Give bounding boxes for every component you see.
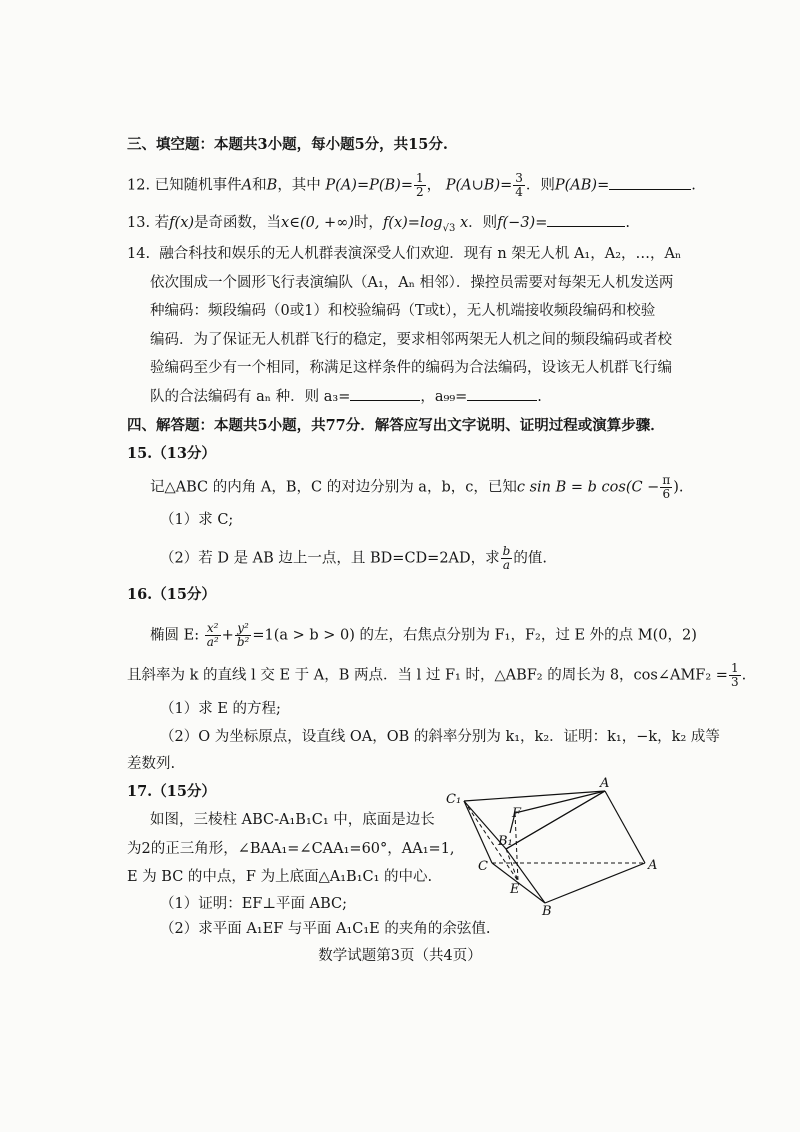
question-16-part-1: （1）求 E 的方程; bbox=[160, 701, 281, 717]
question-14-line-3: 种编码：频段编码（0或1）和校验编码（T或t），无人机端接收频段编码和校验 bbox=[150, 303, 656, 319]
prism-figure bbox=[440, 775, 670, 915]
question-15-stem: 记△ABC 的内角 A，B，C 的对边分别为 a，b，c，已知c sin B = b cos(C − $\frac{\pi}{6}$ ). bbox=[150, 473, 684, 501]
fraction-y2-b2: $\frac{\text{y²}}{\text{b²}}$ bbox=[236, 621, 250, 649]
question-15-part-2: （2）若 D 是 AB 边上一点，且 BD=CD=2AD，求 $\frac{b}{a}$ 的值. bbox=[160, 544, 547, 572]
section-3-title: 三、填空题：本题共3小题，每小题5分，共15分. bbox=[127, 136, 448, 153]
question-15-part-1: （1）求 C; bbox=[160, 512, 234, 528]
label-E: E bbox=[510, 882, 520, 897]
section-4-title: 四、解答题：本题共5小题，共77分．解答应写出文字说明、证明过程或演算步骤． bbox=[127, 417, 665, 434]
question-16-part-2-cont: 差数列. bbox=[127, 756, 176, 772]
page-footer: 数学试题第3页（共4页） bbox=[318, 948, 482, 964]
question-16-head: 16.（15分） bbox=[127, 586, 216, 603]
label-F: F bbox=[512, 806, 522, 821]
fraction-x2-a2: $\frac{\text{x²}}{\text{a²}}$ bbox=[206, 621, 219, 649]
label-C: C bbox=[478, 859, 488, 874]
question-17-part-2: （2）求平面 A₁EF 与平面 A₁C₁E 的夹角的余弦值. bbox=[160, 921, 491, 937]
question-14-line-4: 编码．为了保证无人机群飞行的稳定，要求相邻两架无人机之间的频段编码或者校 bbox=[150, 332, 672, 348]
question-16-line-1: 椭圆 E: $\frac{\text{x²}}{\text{a²}}$ + $\frac{\text{y²}}{\text{b²}}$ =1(a > b > 0) 的左，右焦点分别为 F₁，F₂，过 E 外的点 M(0，2) bbox=[150, 621, 697, 649]
question-15-head: 15.（13分） bbox=[127, 445, 216, 462]
question-16-line-2: 且斜率为 k 的直线 l 交 E 于 A，B 两点．当 l 过 F₁ 时，△ABF₂ 的周长为 8，cos∠AMF₂ = $\frac{1}{3}$ . bbox=[127, 661, 747, 689]
label-A: A bbox=[648, 858, 658, 873]
question-17-line-1: 如图，三棱柱 ABC-A₁B₁C₁ 中，底面是边长 bbox=[150, 812, 435, 828]
label-C1: C₁ bbox=[446, 792, 462, 807]
label-A1: A bbox=[600, 776, 610, 791]
question-17-head: 17.（15分） bbox=[127, 783, 216, 800]
question-16-part-2: （2）O 为坐标原点，设直线 OA，OB 的斜率分别为 k₁，k₂．证明：k₁，−k，k₂ 成等 bbox=[160, 729, 720, 745]
answer-blank-a99[interactable] bbox=[467, 386, 537, 401]
question-17-part-1: （1）证明：EF⊥平面 ABC; bbox=[160, 896, 347, 912]
answer-blank-13[interactable] bbox=[547, 212, 625, 227]
fraction-pi-6: $\frac{\pi}{6}$ bbox=[662, 473, 671, 501]
question-13: 13. 若f(x)是奇函数，当x∈(0, +∞)时，$f(x)=\log_{√3}$ x．则f(−3)= . bbox=[127, 212, 704, 240]
label-B: B bbox=[542, 904, 552, 915]
question-14-line-6: 队的合法编码有 aₙ 种．则 a₃= ，a₉₉= . bbox=[150, 386, 704, 408]
fraction-3-4: $\frac{3}{4}$ bbox=[515, 171, 523, 199]
question-12: 12. 已知随机事件A和B，其中 P(A)=P(B)= $\frac{1}{2}$ ， P(A∪B)= $\frac{3}{4}$ ．则P(AB)= . bbox=[127, 171, 696, 199]
question-14-line-1: 14. 融合科技和娱乐的无人机群表演深受人们欢迎．现有 n 架无人机 A₁，A₂，…，Aₙ bbox=[127, 246, 682, 262]
label-B1: B₁ bbox=[498, 834, 513, 849]
answer-blank-12[interactable] bbox=[609, 175, 691, 190]
question-17-line-3: E 为 BC 的中点，F 为上底面△A₁B₁C₁ 的中心. bbox=[127, 869, 433, 885]
question-14-line-2: 依次围成一个圆形飞行表演编队（A₁，Aₙ 相邻）．操控员需要对每架无人机发送两 bbox=[150, 275, 674, 291]
answer-blank-a3[interactable] bbox=[350, 386, 420, 401]
fraction-b-a: $\frac{b}{a}$ bbox=[502, 544, 511, 572]
question-17-line-2: 为2的正三角形，∠BAA₁=∠CAA₁=60°，AA₁=1, bbox=[127, 841, 455, 857]
question-14-line-5: 验编码至少有一个相同，称满足这样条件的编码为合法编码，设该无人机群飞行编 bbox=[150, 360, 672, 376]
fraction-1-2: $\frac{1}{2}$ bbox=[416, 171, 424, 199]
fraction-1-3: $\frac{1}{3}$ bbox=[730, 661, 739, 689]
